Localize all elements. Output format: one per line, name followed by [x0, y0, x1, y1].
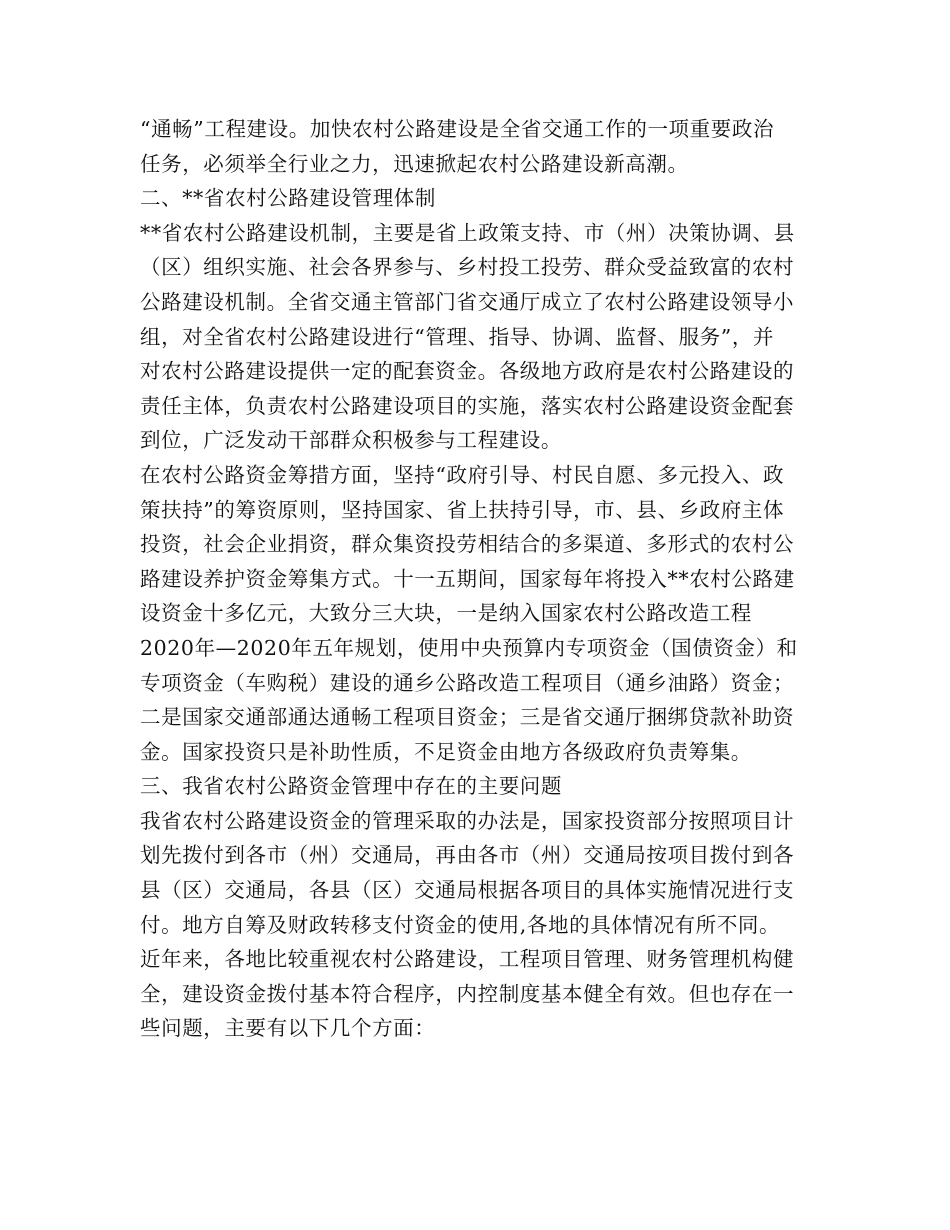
text-line: 专项资金（车购税）建设的通乡公路改造工程项目（通乡油路）资金； [140, 670, 795, 695]
text-line: 组，对全省农村公路建设进行“管理、指导、协调、监督、服务”，并 [140, 324, 775, 349]
text-line: 二是国家交通部通达通畅工程项目资金；三是省交通厅捆绑贷款补助资 [140, 705, 795, 730]
text-line: 县（区）交通局，各县（区）交通局根据各项目的具体实施情况进行支 [140, 878, 795, 903]
document-body [140, 112, 816, 1046]
text-line: 些问题，主要有以下几个方面： [140, 1016, 436, 1041]
text-line: 全，建设资金拨付基本符合程序，内控制度基本健全有效。但也存在一 [140, 981, 795, 1006]
text-line: 在农村公路资金筹措方面，坚持“政府引导、村民自愿、多元投入、政 [140, 462, 785, 487]
text-line: 设资金十多亿元，大致分三大块，一是纳入国家农村公路改造工程 [140, 601, 752, 626]
text-line: 策扶持”的筹资原则，坚持国家、省上扶持引导，市、县、乡政府主体 [140, 497, 785, 522]
text-line: 2020年—2020年五年规划，使用中央预算内专项资金（国债资金）和 [140, 635, 798, 660]
section-heading: 二、**省农村公路建设管理体制 [140, 186, 436, 211]
text-line: 到位，广泛发动干部群众积极参与工程建设。 [140, 428, 562, 453]
text-line: 任务，必须举全行业之力，迅速掀起农村公路建设新高潮。 [140, 151, 689, 176]
text-line: 路建设养护资金筹集方式。十一五期间，国家每年将投入**农村公路建 [140, 566, 795, 591]
section-heading: 三、我省农村公路资金管理中存在的主要问题 [140, 774, 562, 799]
text-line: 付。地方自筹及财政转移支付资金的使用,各地的具体情况有所不同。 [140, 912, 781, 937]
text-line: 划先拨付到各市（州）交通局，再由各市（州）交通局按项目拨付到各 [140, 843, 795, 868]
text-line: 公路建设机制。全省交通主管部门省交通厅成立了农村公路建设领导小 [140, 289, 795, 314]
text-line: 近年来，各地比较重视农村公路建设，工程项目管理、财务管理机构健 [140, 947, 795, 972]
text-line: 投资，社会企业捐资，群众集资投劳相结合的多渠道、多形式的农村公 [140, 532, 795, 557]
text-line: 对农村公路建设提供一定的配套资金。各级地方政府是农村公路建设的 [140, 359, 795, 384]
text-line: “通畅”工程建设。加快农村公路建设是全省交通工作的一项重要政治 [140, 117, 775, 141]
text-line: 金。国家投资只是补助性质，不足资金由地方各级政府负责筹集。 [140, 739, 752, 764]
text-line: 我省农村公路建设资金的管理采取的办法是，国家投资部分按照项目计 [140, 808, 795, 833]
text-line: 责任主体，负责农村公路建设项目的实施，落实农村公路建设资金配套 [140, 393, 795, 418]
text-line: **省农村公路建设机制，主要是省上政策支持、市（州）决策协调、县 [140, 220, 795, 245]
text-line: （区）组织实施、社会各界参与、乡村投工投劳、群众受益致富的农村 [140, 255, 795, 280]
